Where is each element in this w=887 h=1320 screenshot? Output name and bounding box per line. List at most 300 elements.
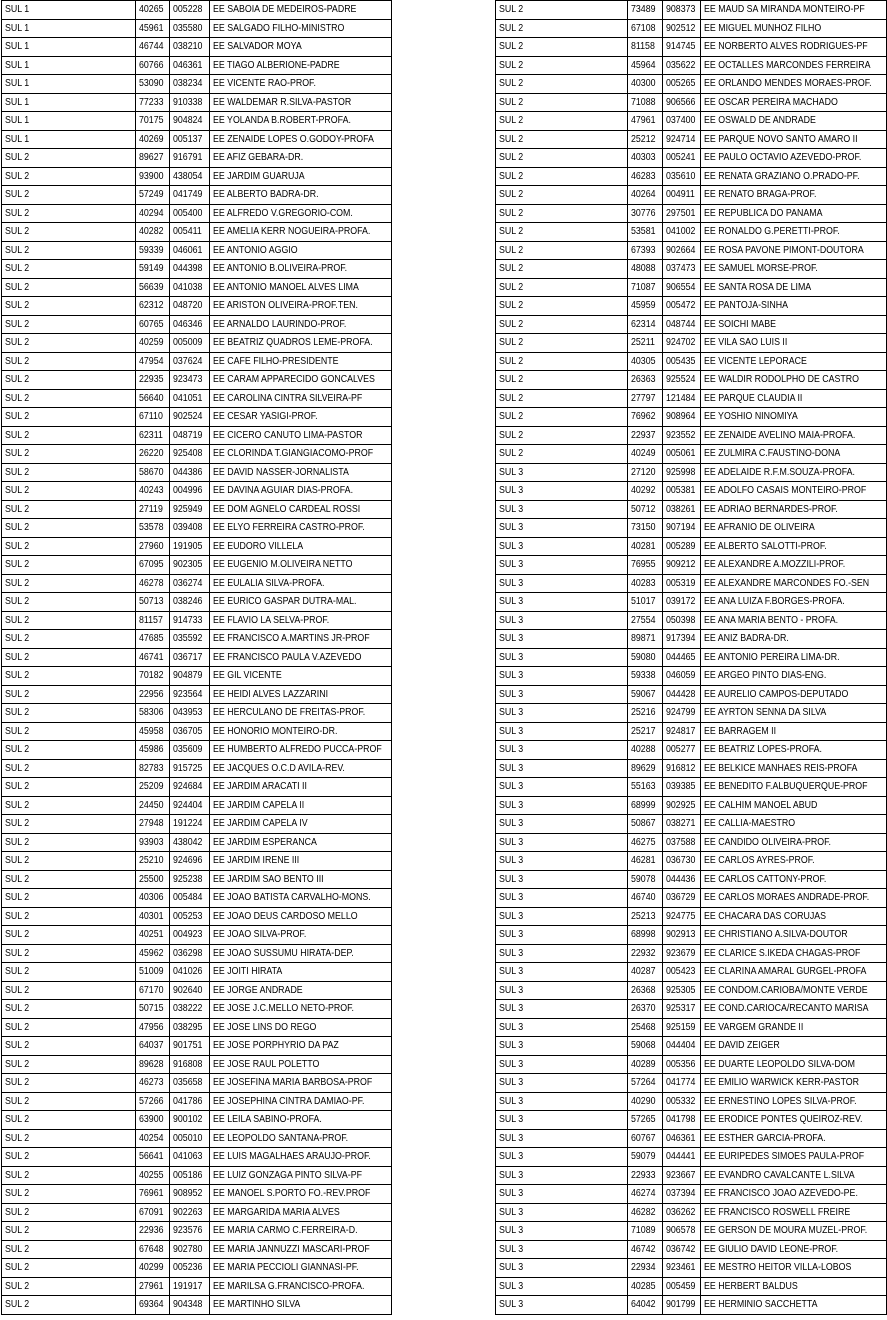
table-row [496,1185,887,1204]
cie-cell [170,1259,210,1278]
code-cell [136,315,170,334]
school-name-cell [701,741,887,760]
school-name-cell-text: EE FLAVIO LA SELVA-PROF. [213,613,330,626]
code-cell [628,445,663,464]
code-cell [136,630,170,649]
cie-cell-text: 044428 [666,687,696,700]
region-cell-text: SUL 2 [5,447,30,459]
school-name-cell [701,56,887,75]
school-name-cell [701,75,887,94]
cie-cell [663,315,701,334]
code-cell [628,204,663,223]
code-cell [136,1129,170,1148]
code-cell [628,75,663,94]
region-cell-text: SUL 2 [5,780,30,792]
region-cell-text: SUL 2 [5,854,30,866]
cie-cell-text: 908952 [173,1187,203,1199]
code-cell [628,1129,663,1148]
cie-cell [170,1074,210,1093]
region-cell [496,186,628,205]
code-cell [136,149,170,168]
cie-cell [663,741,701,760]
table-row [496,223,887,242]
region-cell-text: SUL 3 [499,1113,524,1125]
cie-cell [663,93,701,112]
cie-cell [663,426,701,445]
school-name-cell-text: EE CARLOS AYRES-PROF. [704,854,815,866]
cie-cell [663,815,701,834]
region-cell-text: SUL 2 [5,484,30,496]
code-cell-text: 25216 [631,706,656,718]
school-name-cell [701,630,887,649]
school-name-cell [210,778,392,797]
region-cell-text: SUL 2 [499,410,524,422]
code-cell-text: 70182 [139,669,164,681]
school-name-cell-text: EE MARIA CARMO C.FERREIRA-D. [213,1224,358,1236]
cie-cell-text: 900102 [173,1113,203,1125]
code-cell [136,574,170,593]
cie-cell [170,1092,210,1111]
school-name-cell [210,1092,392,1111]
code-cell-text: 46741 [139,650,164,663]
region-cell-text: SUL 3 [499,724,524,737]
school-name-cell [210,297,392,316]
region-cell-text: SUL 1 [5,77,30,89]
region-cell [496,334,628,353]
table-row [496,852,887,871]
region-cell [2,241,136,260]
school-name-cell [701,611,887,630]
school-name-cell-text: EE VILA SAO LUIS II [704,336,788,348]
region-cell-text: SUL 3 [499,983,524,996]
school-name-cell [210,852,392,871]
cie-cell-text: 923576 [173,1224,203,1236]
table-row [496,371,887,390]
cie-cell [663,463,701,482]
school-name-cell-text: EE RENATO BRAGA-PROF. [704,188,817,200]
code-cell-text: 40249 [631,447,656,459]
code-cell [136,445,170,464]
code-cell-text: 81157 [139,613,163,626]
cie-cell [170,426,210,445]
region-cell-text: SUL 2 [5,687,30,700]
code-cell-text: 89627 [139,151,164,163]
code-cell [628,944,663,963]
code-cell-text: 67393 [631,243,656,256]
school-name-cell [210,130,392,149]
school-name-cell-text: EE WALDIR RODOLPHO DE CASTRO [704,373,860,385]
school-name-cell [701,19,887,38]
code-cell [136,685,170,704]
cie-cell [663,334,701,353]
region-cell [2,260,136,279]
region-cell [496,667,628,686]
code-cell [628,1277,663,1296]
region-cell [2,1166,136,1185]
cie-cell [663,1277,701,1296]
region-cell [496,741,628,760]
table-row [2,833,392,852]
code-cell [136,1000,170,1019]
cie-cell [170,981,210,1000]
table-row [496,648,887,667]
school-name-cell-text: EE ERNESTINO LOPES SILVA-PROF. [704,1094,857,1107]
cie-cell [663,926,701,945]
school-name-cell [210,1074,392,1093]
school-name-cell [210,926,392,945]
table-row [496,278,887,297]
region-cell [496,722,628,741]
cie-cell-text: 041026 [173,965,203,977]
code-cell [628,19,663,38]
region-cell [2,944,136,963]
school-name-cell [210,463,392,482]
code-cell-text: 62314 [631,317,656,330]
cie-cell [663,519,701,538]
table-row [2,519,392,538]
table-row [2,260,392,279]
cie-cell [663,445,701,464]
region-cell-text: SUL 2 [5,946,30,959]
cie-cell-text: 005186 [173,1168,203,1181]
code-cell-text: 50712 [631,502,656,515]
region-cell-text: SUL 2 [5,1261,30,1273]
region-cell-text: SUL 2 [499,95,524,108]
cie-cell-text: 005277 [666,743,696,755]
region-cell-text: SUL 3 [499,687,524,700]
code-cell [136,907,170,926]
code-cell [136,722,170,741]
code-cell [136,648,170,667]
cie-cell [663,38,701,57]
code-cell [136,93,170,112]
region-cell [496,1203,628,1222]
school-name-cell [210,186,392,205]
cie-cell-text: 924404 [173,798,203,811]
region-cell [2,741,136,760]
cie-cell [170,1129,210,1148]
school-name-cell [210,1240,392,1259]
code-cell [136,519,170,538]
school-name-cell-text: EE ARGEO PINTO DIAS-ENG. [704,669,827,681]
code-cell [136,408,170,427]
region-cell-text: SUL 2 [5,706,30,718]
region-cell [496,1037,628,1056]
table-row [2,1277,392,1296]
code-cell-text: 56639 [139,280,164,293]
region-cell [2,1,136,20]
code-cell-text: 40301 [139,909,164,922]
table-row [496,926,887,945]
school-name-cell-text: EE EURICO GASPAR DUTRA-MAL. [213,595,357,607]
right-table [495,0,887,1315]
code-cell [136,1074,170,1093]
school-name-cell-text: EE FRANCISCO A.MARTINS JR-PROF [213,632,370,644]
school-name-cell-text: EE PAULO OCTAVIO AZEVEDO-PROF. [704,151,862,163]
code-cell-text: 22933 [631,1168,656,1181]
region-cell-text: SUL 2 [5,521,30,533]
cie-cell-text: 041749 [173,188,203,200]
cie-cell-text: 925949 [173,502,203,515]
table-row [2,463,392,482]
code-cell [136,667,170,686]
cie-cell [663,260,701,279]
table-row [2,1240,392,1259]
region-cell [496,130,628,149]
code-cell [136,389,170,408]
school-name-cell-text: EE HEIDI ALVES LAZZARINI [213,687,329,700]
cie-cell [663,944,701,963]
code-cell [136,556,170,575]
cie-cell [663,907,701,926]
code-cell-text: 57249 [139,188,164,200]
school-name-cell-text: EE DAVID NASSER-JORNALISTA [213,465,349,478]
cie-cell-text: 005435 [666,354,696,367]
cie-cell-text: 902640 [173,983,203,996]
school-name-cell-text: EE LUIZ GONZAGA PINTO SILVA-PF [213,1168,362,1181]
code-cell [136,278,170,297]
cie-cell-text: 005423 [666,965,696,977]
school-name-cell-text: EE ANA LUIZA F.BORGES-PROFA. [704,595,845,607]
code-cell-text: 59149 [139,262,164,274]
table-row [496,1092,887,1111]
school-name-cell-text: EE DAVINA AGUIAR DIAS-PROFA. [213,484,354,496]
code-cell [628,1074,663,1093]
cie-cell [663,1,701,20]
code-cell [628,1222,663,1241]
school-name-cell [701,796,887,815]
code-cell-text: 68998 [631,928,656,940]
code-cell-text: 25211 [631,336,655,348]
region-cell-text: SUL 2 [5,225,30,237]
cie-cell-text: 297501 [666,206,696,219]
school-name-cell-text: EE GERSON DE MOURA MUZEL-PROF. [704,1224,868,1236]
code-cell-text: 25500 [139,872,164,885]
region-cell [2,926,136,945]
region-cell [496,1185,628,1204]
cie-cell [663,833,701,852]
region-cell [496,1018,628,1037]
cie-cell-text: 038222 [173,1002,203,1014]
code-cell-text: 55163 [631,780,656,792]
school-name-cell-text: EE EUGENIO M.OLIVEIRA NETTO [213,558,353,570]
school-name-cell-text: EE ORLANDO MENDES MORAES-PROF. [704,77,872,89]
table-row [2,186,392,205]
code-cell [628,315,663,334]
right-table-body [496,1,887,1315]
school-name-cell-text: EE LEOPOLDO SANTANA-PROF. [213,1131,349,1144]
table-row [496,1296,887,1315]
region-cell [2,19,136,38]
cie-cell [170,741,210,760]
school-name-cell-text: EE JOSE J.C.MELLO NETO-PROF. [213,1002,354,1014]
region-cell-text: SUL 2 [499,354,524,367]
table-row [2,1,392,20]
cie-cell-text: 035580 [173,21,203,34]
cie-cell-text: 036730 [666,854,696,866]
table-row [496,833,887,852]
cie-cell-text: 908373 [666,3,696,15]
region-cell-text: SUL 3 [499,1298,524,1310]
cie-cell [663,223,701,242]
region-cell [496,463,628,482]
school-name-cell [701,112,887,131]
region-cell [2,852,136,871]
code-cell [628,260,663,279]
region-cell [2,963,136,982]
school-name-cell [210,741,392,760]
table-row [2,648,392,667]
code-cell [628,833,663,852]
region-cell [2,537,136,556]
region-cell-text: SUL 3 [499,1150,524,1162]
cie-cell [170,593,210,612]
school-name-cell [701,463,887,482]
code-cell-text: 46281 [631,854,656,866]
region-cell [496,1129,628,1148]
code-cell [628,648,663,667]
cie-cell [170,445,210,464]
region-cell-text: SUL 2 [5,465,30,478]
region-cell-text: SUL 2 [5,835,30,848]
cie-cell [170,149,210,168]
code-cell-text: 57266 [139,1094,164,1107]
cie-cell-text: 036729 [666,891,696,903]
region-cell-text: SUL 2 [5,1224,30,1236]
cie-cell-text: 044398 [173,262,203,274]
cie-cell-text: 005400 [173,206,203,219]
cie-cell [663,112,701,131]
table-row [496,75,887,94]
cie-cell [170,815,210,834]
school-name-cell [701,93,887,112]
code-cell-text: 67095 [139,558,164,570]
region-cell-text: SUL 2 [5,965,30,977]
region-cell [2,1148,136,1167]
table-row [496,704,887,723]
region-cell [2,611,136,630]
cie-cell-text: 923564 [173,687,203,700]
region-cell [496,1111,628,1130]
school-name-cell-text: EE HERCULANO DE FREITAS-PROF. [213,706,366,718]
region-cell [496,1222,628,1241]
region-cell-text: SUL 1 [5,58,30,71]
code-cell-text: 40306 [139,891,164,903]
school-name-cell [701,759,887,778]
cie-cell [663,1129,701,1148]
school-name-cell [701,593,887,612]
cie-cell [170,482,210,501]
school-name-cell [210,278,392,297]
region-cell-text: SUL 2 [5,724,30,737]
cie-cell-text: 005332 [666,1094,696,1107]
code-cell-text: 76955 [631,558,656,570]
table-row [2,944,392,963]
region-cell [496,371,628,390]
code-cell-text: 40287 [631,965,656,977]
cie-cell-text: 038271 [666,817,696,829]
school-name-cell [210,75,392,94]
code-cell-text: 93900 [139,169,164,182]
cie-cell [663,352,701,371]
region-cell-text: SUL 2 [5,428,30,441]
school-name-cell [701,260,887,279]
region-cell [2,38,136,57]
cie-cell [663,574,701,593]
code-cell-text: 53581 [631,225,656,237]
school-name-cell-text: EE PANTOJA-SINHA [704,299,788,311]
left-table [1,0,392,1315]
cie-cell [170,778,210,797]
cie-cell-text: 005459 [666,1279,696,1292]
cie-cell [663,704,701,723]
region-cell-text: SUL 2 [499,132,524,145]
school-name-cell [210,833,392,852]
table-row [496,574,887,593]
code-cell [136,1055,170,1074]
cie-cell [170,667,210,686]
table-row [496,667,887,686]
cie-cell [663,297,701,316]
school-name-cell [210,1296,392,1315]
code-cell [628,537,663,556]
school-name-cell-text: EE CARLOS CATTONY-PROF. [704,872,827,885]
table-row [496,93,887,112]
cie-cell [170,1222,210,1241]
code-cell-text: 22935 [139,373,164,385]
school-name-cell-text: EE FRANCISCO ROSWELL FREIRE [704,1205,851,1218]
school-name-cell-text: EE ALEXANDRE A.MOZZILI-PROF. [704,558,846,570]
table-row [496,297,887,316]
code-cell-text: 76961 [139,1187,164,1199]
school-name-cell [701,1240,887,1259]
cie-cell [170,685,210,704]
cie-cell [663,1000,701,1019]
code-cell [136,19,170,38]
school-name-cell-text: EE NORBERTO ALVES RODRIGUES-PF [704,40,868,52]
code-cell-text: 47956 [139,1020,164,1033]
region-cell [496,426,628,445]
school-name-cell [701,38,887,57]
region-cell-text: SUL 2 [5,262,30,274]
school-name-cell [210,426,392,445]
table-row [496,722,887,741]
school-name-cell [701,1,887,20]
cie-cell-text: 039172 [666,595,696,607]
table-row [2,1148,392,1167]
region-cell [496,759,628,778]
school-name-cell-text: EE VICENTE LEPORACE [704,354,807,367]
region-cell [496,611,628,630]
cie-cell-text: 909212 [666,558,696,570]
table-row [496,519,887,538]
cie-cell [663,685,701,704]
code-cell-text: 40265 [139,3,164,15]
region-cell [496,223,628,242]
region-cell [496,685,628,704]
cie-cell-text: 037400 [666,114,696,126]
cie-cell [663,537,701,556]
cie-cell [170,759,210,778]
table-row [2,759,392,778]
school-name-cell-text: EE CLORINDA T.GIANGIACOMO-PROF [213,447,374,459]
cie-cell [663,889,701,908]
region-cell-text: SUL 2 [5,891,30,903]
cie-cell [663,204,701,223]
cie-cell-text: 037588 [666,835,696,848]
cie-cell-text: 005411 [173,225,202,237]
code-cell-text: 46274 [631,1187,656,1199]
